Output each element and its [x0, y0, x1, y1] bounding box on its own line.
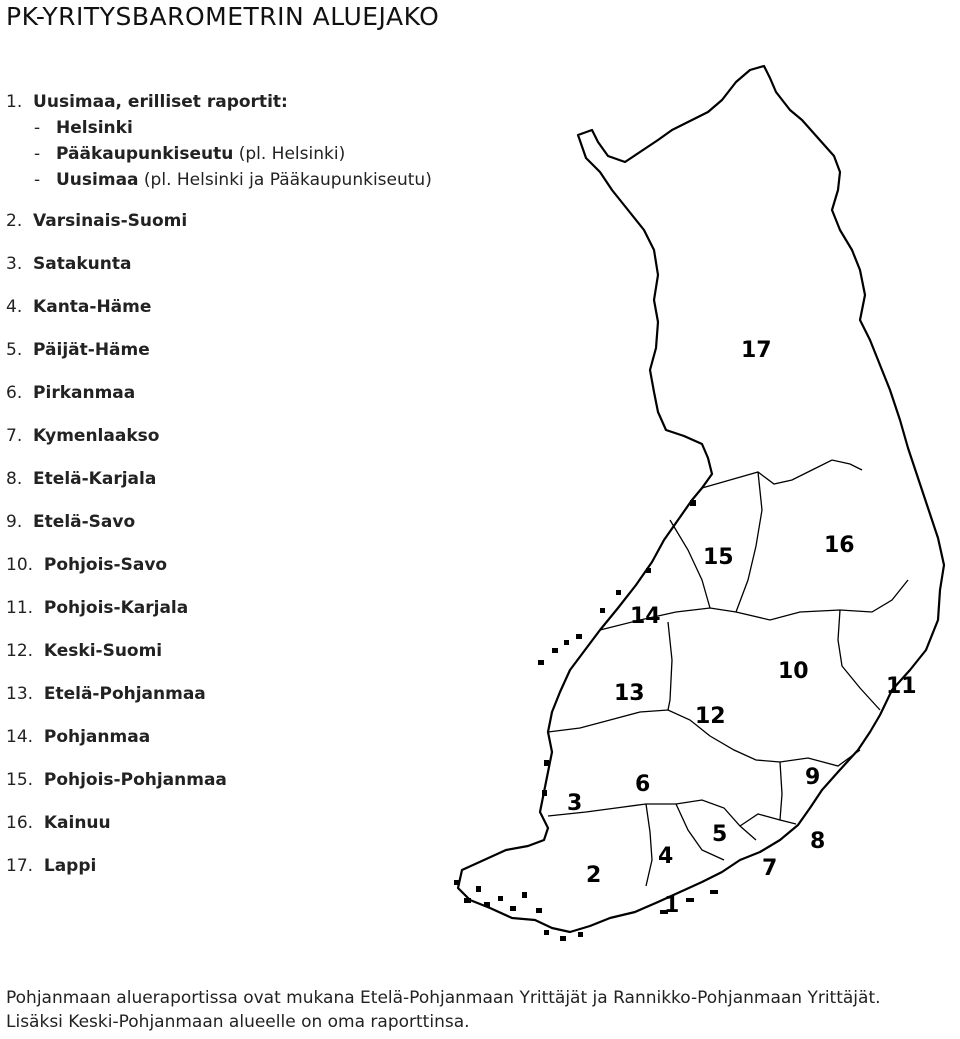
map-label-10: 10 [778, 659, 809, 684]
map-label-12: 12 [695, 704, 726, 729]
sub-name: Helsinki [56, 118, 133, 138]
region-number: 6. [6, 383, 23, 403]
uusimaa-sub-helsinki [34, 118, 133, 138]
region-item-15 [6, 770, 227, 790]
map-label-13: 13 [614, 681, 645, 706]
region-name: Etelä-Savo [33, 512, 136, 532]
sub-note: (pl. Helsinki ja Pääkaupunkiseutu) [138, 170, 432, 190]
region-item-7 [6, 426, 159, 446]
map-label-1: 1 [664, 893, 680, 918]
region-name: Etelä-Karjala [33, 469, 157, 489]
region-item-13 [6, 684, 206, 704]
region-name: Päijät-Häme [33, 340, 150, 360]
region-item-14 [6, 727, 150, 747]
map-outline [458, 66, 944, 932]
region-name: Keski-Suomi [43, 641, 163, 661]
region-item-2 [6, 211, 187, 231]
region-number: 9. [6, 512, 23, 532]
region-number: 5. [6, 340, 23, 360]
region-number: 7. [6, 426, 23, 446]
map-label-3: 3 [567, 791, 583, 816]
sub-dash: - [34, 170, 41, 190]
region-name: Pohjois-Pohjanmaa [43, 770, 227, 790]
map-label-15: 15 [703, 545, 734, 570]
region-item-11 [6, 598, 188, 618]
map-label-17: 17 [741, 338, 772, 363]
region-number: 4. [6, 297, 23, 317]
region-item-8 [6, 469, 156, 489]
region-name: Kainuu [43, 813, 111, 833]
footnote-line-1: Pohjanmaan alueraportissa ovat mukana Etelä-Pohjanmaan Yrittäjät ja Rannikko-Pohjanmaan Yrittäjät. [6, 988, 881, 1008]
region-item-17 [6, 856, 96, 876]
region-name: Satakunta [33, 254, 132, 274]
region-item-4 [6, 297, 151, 317]
finland-region-map [440, 60, 960, 960]
region-number: 17. [6, 856, 34, 876]
sub-name: Pääkaupunkiseutu [56, 144, 234, 164]
map-label-7: 7 [762, 856, 778, 881]
region-number: 15. [6, 770, 34, 790]
region-item-16 [6, 813, 111, 833]
region-number: 11. [6, 598, 34, 618]
map-label-14: 14 [630, 604, 661, 629]
map-label-6: 6 [635, 772, 651, 797]
region-name: Kymenlaakso [33, 426, 160, 446]
region-item-9 [6, 512, 135, 532]
region-item-1 [6, 92, 288, 112]
sub-note: (pl. Helsinki) [233, 144, 346, 164]
region-name: Pohjanmaa [43, 727, 151, 747]
map-label-9: 9 [805, 765, 821, 790]
region-item-12 [6, 641, 162, 661]
footnote-line-2: Lisäksi Keski-Pohjanmaan alueelle on oma raporttinsa. [6, 1012, 470, 1032]
region-item-10 [6, 555, 167, 575]
page-title: PK-YRITYSBAROMETRIN ALUEJAKO [6, 2, 440, 31]
region-name: Pirkanmaa [33, 383, 136, 403]
map-label-4: 4 [658, 844, 674, 869]
region-name: Pohjois-Savo [43, 555, 168, 575]
region-item-6 [6, 383, 135, 403]
region-name: Kanta-Häme [33, 297, 152, 317]
region-number: 2. [6, 211, 23, 231]
region-number: 3. [6, 254, 23, 274]
region-number: 16. [6, 813, 34, 833]
region-number: 1. [6, 92, 23, 112]
sub-dash: - [34, 118, 41, 138]
map-label-8: 8 [810, 829, 826, 854]
map-label-11: 11 [886, 674, 917, 699]
region-name: Pohjois-Karjala [43, 598, 189, 618]
region-name: Varsinais-Suomi [33, 211, 188, 231]
region-name: Uusimaa, erilliset raportit: [33, 92, 288, 112]
map-label-5: 5 [712, 822, 728, 847]
map-label-2: 2 [586, 863, 602, 888]
sub-dash: - [34, 144, 41, 164]
region-name: Etelä-Pohjanmaa [43, 684, 206, 704]
uusimaa-sub-paakaupunkiseutu [34, 144, 345, 164]
map-label-16: 16 [824, 533, 855, 558]
region-number: 8. [6, 469, 23, 489]
footnote [6, 986, 881, 1034]
region-item-5 [6, 340, 150, 360]
region-number: 14. [6, 727, 34, 747]
region-number: 12. [6, 641, 34, 661]
region-item-3 [6, 254, 131, 274]
region-number: 13. [6, 684, 34, 704]
region-number: 10. [6, 555, 34, 575]
region-name: Lappi [43, 856, 97, 876]
uusimaa-sub-uusimaa [34, 170, 432, 190]
sub-name: Uusimaa [56, 170, 139, 190]
